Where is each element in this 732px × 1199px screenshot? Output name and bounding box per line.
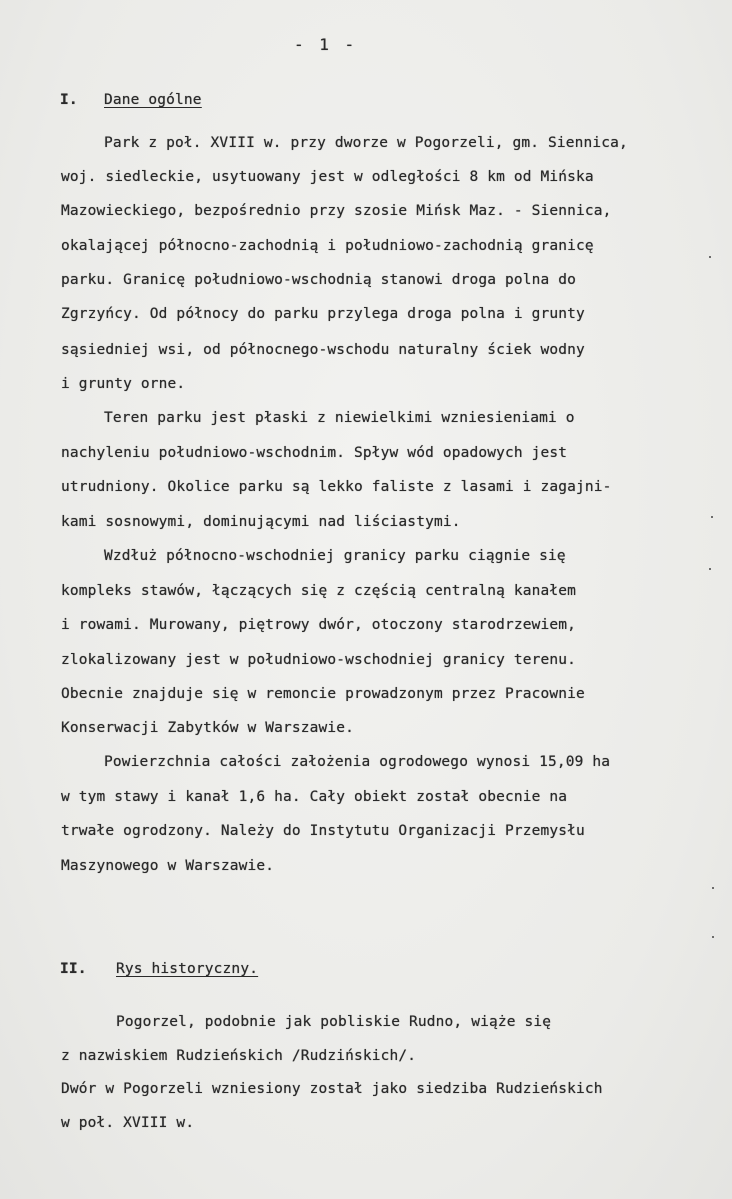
- page-number: - 1 -: [294, 35, 358, 54]
- text-line: w tym stawy i kanał 1,6 ha. Cały obiekt został obecnie na: [61, 789, 568, 805]
- text-line: Dwór w Pogorzeli wzniesiony został jako siedziba Rudzieńskich: [61, 1081, 603, 1097]
- text-line: nachyleniu południowo-wschodnim. Spływ wód opadowych jest: [61, 445, 568, 461]
- text-line: parku. Granicę południowo-wschodnią stanowi droga polna do: [61, 272, 577, 288]
- text-line: kami sosnowymi, dominującymi nad liściastymi.: [61, 514, 461, 530]
- text-line: z nazwiskiem Rudzieńskich /Rudzińskich/.: [61, 1048, 417, 1064]
- ink-mark: [711, 516, 713, 518]
- text-line: utrudniony. Okolice parku są lekko faliste z lasami i zagajni-: [61, 479, 612, 495]
- section-2-title: Rys historyczny.: [116, 961, 259, 977]
- text-line: Maszynowego w Warszawie.: [61, 858, 275, 874]
- section-1-title: Dane ogólne: [104, 92, 202, 108]
- text-line: Obecnie znajduje się w remoncie prowadzonym przez Pracownie: [61, 686, 585, 702]
- text-line: trwałe ogrodzony. Należy do Instytutu Organizacji Przemysłu: [61, 823, 585, 839]
- text-line: okalającej północno-zachodnią i południowo-zachodnią granicę: [61, 238, 594, 254]
- ink-mark: [712, 887, 714, 889]
- text-line: sąsiedniej wsi, od północnego-wschodu naturalny ściek wodny: [61, 342, 585, 358]
- text-line: Wzdłuż północno-wschodniej granicy parku ciągnie się: [104, 548, 566, 564]
- text-line: Konserwacji Zabytków w Warszawie.: [61, 720, 355, 736]
- text-line: w poł. XVIII w.: [61, 1115, 195, 1131]
- text-line: kompleks stawów, łączących się z częścią centralną kanałem: [61, 583, 577, 599]
- text-line: Pogorzel, podobnie jak pobliskie Rudno, wiąże się: [116, 1014, 552, 1030]
- text-line: Teren parku jest płaski z niewielkimi wzniesieniami o: [104, 410, 575, 426]
- text-line: Zgrzyńcy. Od północy do parku przylega droga polna i grunty: [61, 306, 585, 322]
- text-line: Mazowieckiego, bezpośrednio przy szosie Mińsk Maz. - Siennica,: [61, 203, 612, 219]
- text-line: i grunty orne.: [61, 376, 186, 392]
- ink-mark: [709, 568, 711, 570]
- text-line: Powierzchnia całości założenia ogrodowego wynosi 15,09 ha: [104, 754, 611, 770]
- text-line: zlokalizowany jest w południowo-wschodniej granicy terenu.: [61, 652, 577, 668]
- section-2-number: II.: [60, 961, 87, 977]
- ink-mark: [709, 256, 711, 258]
- text-line: Park z poł. XVIII w. przy dworze w Pogorzeli, gm. Siennica,: [104, 135, 628, 151]
- section-1-number: I.: [60, 92, 78, 108]
- text-line: i rowami. Murowany, piętrowy dwór, otoczony starodrzewiem,: [61, 617, 577, 633]
- ink-mark: [712, 936, 714, 938]
- text-line: woj. siedleckie, usytuowany jest w odległości 8 km od Mińska: [61, 169, 594, 185]
